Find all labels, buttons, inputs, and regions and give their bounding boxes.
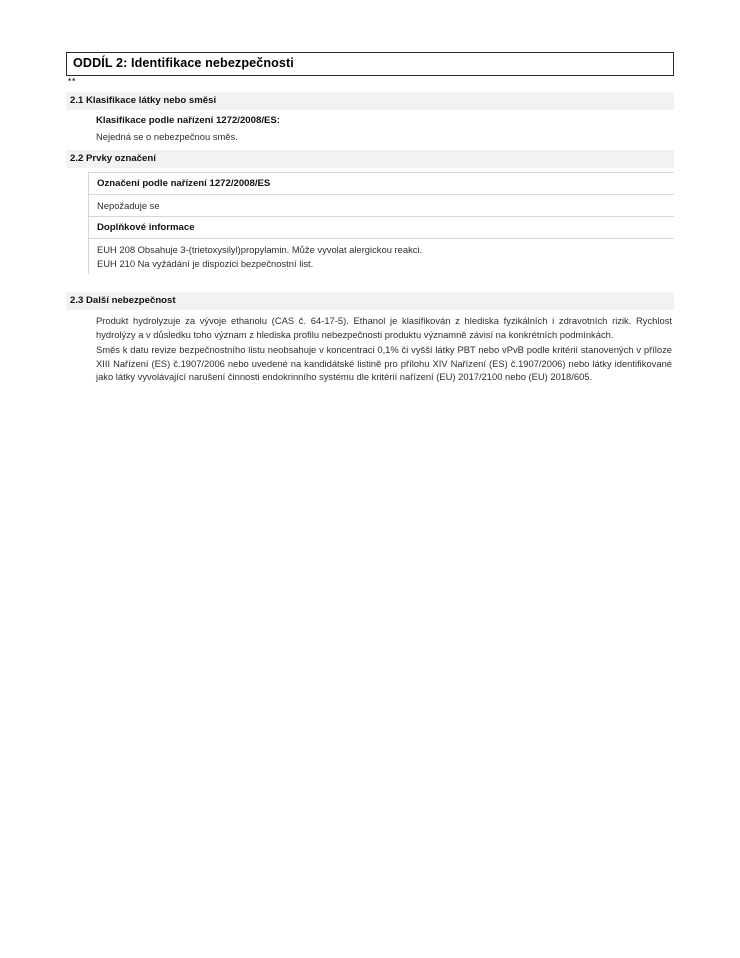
euh-statement-210: EUH 210 Na vyžádání je dispozici bezpečnostní list. [97, 257, 314, 269]
euh-statement-208: EUH 208 Obsahuje 3-(trietoxysilyl)propylamin. Může vyvolat alergickou reakci. [97, 244, 423, 255]
subsection-body-2-1 [66, 110, 674, 145]
label-elements-table [88, 172, 674, 274]
table-row-additional-info-value [89, 239, 674, 274]
section-title-box [66, 52, 674, 76]
other-hazards-paragraph-1: Produkt hydrolyzuje za vývoje ethanolu (CAS č. 64-17-5). Ethanol je klasifikován z hlediska fyzikálních i zdravotních rizik. Rychlost hydrolýzy a v důsledku toho význam z hlediska profilu nebezpečnosti produktu významně závisí na konkrétních podmínkách. [96, 315, 672, 340]
subsection-heading-2-3: 2.3 Další nebezpečnost [66, 292, 674, 310]
subsection-heading-2-2: 2.2 Prvky označení [66, 150, 674, 168]
table-row-additional-info-header: Doplňkové informace [89, 217, 674, 239]
page-title: ODDÍL 2: Identifikace nebezpečnosti [73, 56, 294, 70]
classification-statement: Nejedná se o nebezpečnou směs. [96, 131, 238, 142]
revision-marker: ** [68, 77, 77, 86]
table-row-labelling-header: Označení podle nařízení 1272/2008/ES [89, 173, 674, 195]
classification-regulation-heading: Klasifikace podle nařízení 1272/2008/ES: [96, 115, 280, 126]
table-row-labelling-value: Nepožaduje se [89, 195, 674, 217]
subsection-body-2-3 [66, 310, 674, 384]
subsection-heading-2-1: 2.1 Klasifikace látky nebo směsi [66, 92, 674, 110]
other-hazards-paragraph-2: Směs k datu revize bezpečnostního listu neobsahuje v koncentraci 0,1% či vyšší látky PBT nebo vPvB podle kritérií stanovených v příloze XIII Nařízení (ES) č.1907/2006 nebo uvedené na kandidátské listině pro přílohu XIV Nařízení (ES) č.1907/2006) nebo látky identifikované jako látky vyvolávající narušení činnosti endokrinního systému dle kritérií nařízení (EU) 2017/2100 nebo (EU) 2018/605. [96, 344, 672, 383]
